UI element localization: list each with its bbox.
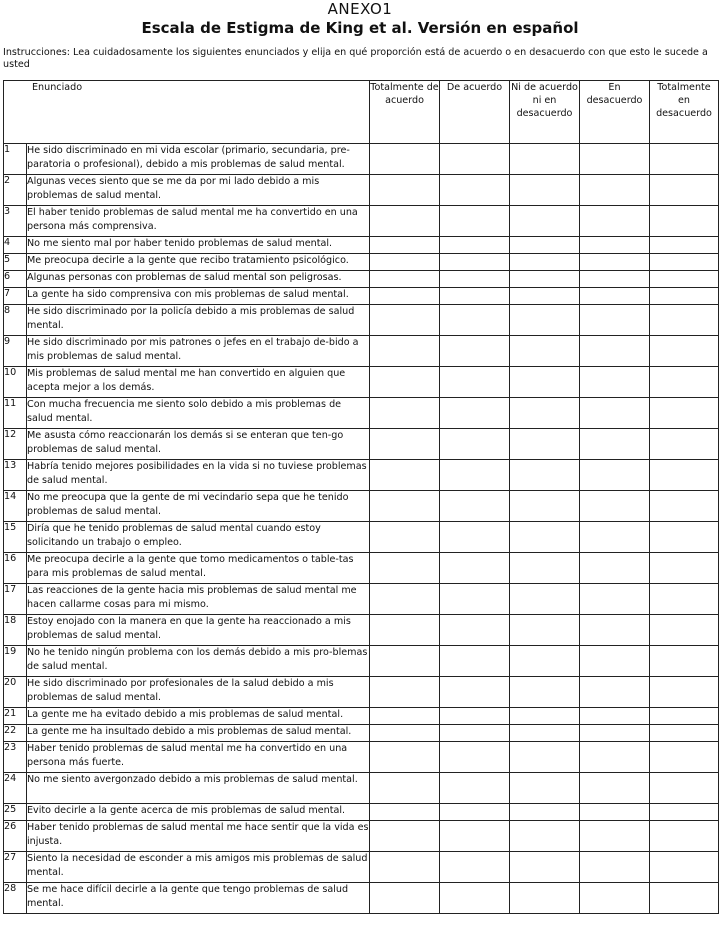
answer-cell-totally-agree[interactable] — [370, 883, 440, 914]
table-row — [4, 773, 719, 804]
answer-cell-disagree[interactable] — [580, 725, 650, 742]
item-statement: He sido discriminado por mis patrones o jefes en el trabajo de-bido a mis problemas de salud mental. — [27, 336, 370, 367]
item-statement: Diría que he tenido problemas de salud mental cuando estoy solicitando un trabajo o empleo. — [27, 522, 370, 553]
item-number: 21 — [4, 708, 27, 725]
table-body — [4, 144, 719, 914]
answer-cell-totally-agree[interactable] — [370, 742, 440, 773]
answer-cell-disagree[interactable] — [580, 237, 650, 254]
item-statement: No he tenido ningún problema con los demás debido a mis pro-blemas de salud mental. — [27, 646, 370, 677]
item-number: 27 — [4, 852, 27, 883]
item-statement: Habría tenido mejores posibilidades en la vida si no tuviese problemas de salud mental. — [27, 460, 370, 491]
answer-cell-neutral[interactable] — [510, 175, 580, 206]
item-number: 22 — [4, 725, 27, 742]
answer-cell-neutral[interactable] — [510, 677, 580, 708]
answer-cell-disagree[interactable] — [580, 821, 650, 852]
answer-cell-totally-agree[interactable] — [370, 271, 440, 288]
item-statement: Algunas veces siento que se me da por mi lado debido a mis problemas de salud mental. — [27, 175, 370, 206]
answer-cell-agree[interactable] — [440, 271, 510, 288]
table-row — [4, 677, 719, 708]
statement-column-header: Enunciado — [4, 81, 370, 144]
answer-cell-totally-disagree[interactable] — [650, 206, 719, 237]
answer-cell-agree[interactable] — [440, 584, 510, 615]
item-statement: El haber tenido problemas de salud mental me ha convertido en una persona más comprensiva. — [27, 206, 370, 237]
item-number: 5 — [4, 254, 27, 271]
item-statement: Se me hace difícil decirle a la gente que tengo problemas de salud mental. — [27, 883, 370, 914]
column-header-agree: De acuerdo — [440, 81, 510, 144]
answer-cell-totally-agree[interactable] — [370, 852, 440, 883]
table-row — [4, 804, 719, 821]
answer-cell-totally-agree[interactable] — [370, 522, 440, 553]
answer-cell-neutral[interactable] — [510, 367, 580, 398]
answer-cell-neutral[interactable] — [510, 398, 580, 429]
answer-cell-agree[interactable] — [440, 491, 510, 522]
answer-cell-agree[interactable] — [440, 522, 510, 553]
table-row — [4, 460, 719, 491]
answer-cell-totally-disagree[interactable] — [650, 175, 719, 206]
answer-cell-neutral[interactable] — [510, 742, 580, 773]
item-statement: Mis problemas de salud mental me han convertido en alguien que acepta mejor a los demás. — [27, 367, 370, 398]
answer-cell-totally-disagree[interactable] — [650, 254, 719, 271]
answer-cell-totally-disagree[interactable] — [650, 677, 719, 708]
item-number: 16 — [4, 553, 27, 584]
answer-cell-disagree[interactable] — [580, 367, 650, 398]
answer-cell-totally-disagree[interactable] — [650, 742, 719, 773]
item-statement: Estoy enojado con la manera en que la gente ha reaccionado a mis problemas de salud mental. — [27, 615, 370, 646]
item-statement: No me preocupa que la gente de mi vecindario sepa que he tenido problemas de salud mental. — [27, 491, 370, 522]
answer-cell-totally-agree[interactable] — [370, 708, 440, 725]
answer-cell-neutral[interactable] — [510, 288, 580, 305]
answer-cell-totally-disagree[interactable] — [650, 708, 719, 725]
item-statement: He sido discriminado en mi vida escolar (primario, secundaria, pre-paratoria o profesional), debido a mis problemas de salud mental. — [27, 144, 370, 175]
answer-cell-agree[interactable] — [440, 677, 510, 708]
item-number: 3 — [4, 206, 27, 237]
answer-cell-disagree[interactable] — [580, 305, 650, 336]
answer-cell-agree[interactable] — [440, 429, 510, 460]
answer-cell-totally-disagree[interactable] — [650, 429, 719, 460]
item-statement: La gente me ha evitado debido a mis problemas de salud mental. — [27, 708, 370, 725]
table-row — [4, 852, 719, 883]
answer-cell-totally-agree[interactable] — [370, 460, 440, 491]
answer-cell-neutral[interactable] — [510, 460, 580, 491]
answer-cell-neutral[interactable] — [510, 553, 580, 584]
answer-cell-agree[interactable] — [440, 852, 510, 883]
item-number: 20 — [4, 677, 27, 708]
item-number: 2 — [4, 175, 27, 206]
item-number: 28 — [4, 883, 27, 914]
item-statement: Me preocupa decirle a la gente que tomo medicamentos o table-tas para mis problemas de salud mental. — [27, 553, 370, 584]
answer-cell-totally-agree[interactable] — [370, 237, 440, 254]
table-row — [4, 144, 719, 175]
table-row — [4, 708, 719, 725]
answer-cell-totally-agree[interactable] — [370, 398, 440, 429]
answer-cell-agree[interactable] — [440, 336, 510, 367]
answer-cell-agree[interactable] — [440, 821, 510, 852]
answer-cell-totally-disagree[interactable] — [650, 144, 719, 175]
answer-cell-totally-disagree[interactable] — [650, 398, 719, 429]
answer-cell-totally-agree[interactable] — [370, 336, 440, 367]
answer-cell-disagree[interactable] — [580, 883, 650, 914]
answer-cell-totally-agree[interactable] — [370, 584, 440, 615]
stigma-scale-table — [3, 80, 719, 914]
column-header-neutral: Ni de acuerdo ni en desacuerdo — [510, 81, 580, 144]
answer-cell-disagree[interactable] — [580, 206, 650, 237]
item-number: 12 — [4, 429, 27, 460]
item-number: 17 — [4, 584, 27, 615]
answer-cell-neutral[interactable] — [510, 821, 580, 852]
table-row — [4, 553, 719, 584]
answer-cell-totally-agree[interactable] — [370, 206, 440, 237]
table-row — [4, 742, 719, 773]
answer-cell-totally-disagree[interactable] — [650, 852, 719, 883]
table-row — [4, 429, 719, 460]
answer-cell-disagree[interactable] — [580, 773, 650, 804]
answer-cell-agree[interactable] — [440, 175, 510, 206]
annex-label: ANEXO1 — [327, 0, 393, 18]
answer-cell-totally-disagree[interactable] — [650, 773, 719, 804]
answer-cell-totally-agree[interactable] — [370, 725, 440, 742]
answer-cell-totally-disagree[interactable] — [650, 288, 719, 305]
item-statement: La gente ha sido comprensiva con mis problemas de salud mental. — [27, 288, 370, 305]
answer-cell-totally-disagree[interactable] — [650, 237, 719, 254]
answer-cell-totally-disagree[interactable] — [650, 271, 719, 288]
answer-cell-neutral[interactable] — [510, 522, 580, 553]
table-row — [4, 821, 719, 852]
item-statement: No me siento mal por haber tenido problemas de salud mental. — [27, 237, 370, 254]
item-statement: No me siento avergonzado debido a mis problemas de salud mental. — [27, 773, 370, 804]
answer-cell-agree[interactable] — [440, 804, 510, 821]
answer-cell-totally-disagree[interactable] — [650, 491, 719, 522]
answer-cell-disagree[interactable] — [580, 271, 650, 288]
answer-cell-totally-agree[interactable] — [370, 821, 440, 852]
answer-cell-disagree[interactable] — [580, 522, 650, 553]
answer-cell-neutral[interactable] — [510, 584, 580, 615]
answer-cell-disagree[interactable] — [580, 491, 650, 522]
item-number: 10 — [4, 367, 27, 398]
answer-cell-neutral[interactable] — [510, 491, 580, 522]
answer-cell-totally-disagree[interactable] — [650, 522, 719, 553]
table-row — [4, 175, 719, 206]
answer-cell-totally-agree[interactable] — [370, 773, 440, 804]
item-statement: He sido discriminado por profesionales de la salud debido a mis problemas de salud mental. — [27, 677, 370, 708]
answer-cell-disagree[interactable] — [580, 742, 650, 773]
table-row — [4, 725, 719, 742]
answer-cell-agree[interactable] — [440, 773, 510, 804]
answer-cell-disagree[interactable] — [580, 708, 650, 725]
answer-cell-disagree[interactable] — [580, 553, 650, 584]
item-number: 9 — [4, 336, 27, 367]
answer-cell-disagree[interactable] — [580, 336, 650, 367]
table-row — [4, 883, 719, 914]
item-number: 23 — [4, 742, 27, 773]
table-row — [4, 305, 719, 336]
answer-cell-disagree[interactable] — [580, 254, 650, 271]
answer-cell-neutral[interactable] — [510, 206, 580, 237]
answer-cell-disagree[interactable] — [580, 852, 650, 883]
item-number: 25 — [4, 804, 27, 821]
table-row — [4, 646, 719, 677]
table-row — [4, 254, 719, 271]
item-statement: Las reacciones de la gente hacia mis problemas de salud mental me hacen callarme cosas para mi mismo. — [27, 584, 370, 615]
answer-cell-neutral[interactable] — [510, 271, 580, 288]
answer-cell-disagree[interactable] — [580, 288, 650, 305]
answer-cell-totally-disagree[interactable] — [650, 646, 719, 677]
table-row — [4, 288, 719, 305]
answer-cell-neutral[interactable] — [510, 646, 580, 677]
item-statement: La gente me ha insultado debido a mis problemas de salud mental. — [27, 725, 370, 742]
answer-cell-disagree[interactable] — [580, 429, 650, 460]
item-number: 7 — [4, 288, 27, 305]
item-statement: Algunas personas con problemas de salud mental son peligrosas. — [27, 271, 370, 288]
answer-cell-neutral[interactable] — [510, 144, 580, 175]
table-row — [4, 367, 719, 398]
answer-cell-agree[interactable] — [440, 305, 510, 336]
answer-cell-disagree[interactable] — [580, 175, 650, 206]
answer-cell-neutral[interactable] — [510, 708, 580, 725]
answer-cell-agree[interactable] — [440, 367, 510, 398]
answer-cell-totally-disagree[interactable] — [650, 821, 719, 852]
table-row — [4, 271, 719, 288]
answer-cell-agree[interactable] — [440, 254, 510, 271]
answer-cell-totally-agree[interactable] — [370, 367, 440, 398]
answer-cell-agree[interactable] — [440, 708, 510, 725]
answer-cell-agree[interactable] — [440, 615, 510, 646]
item-statement: Con mucha frecuencia me siento solo debido a mis problemas de salud mental. — [27, 398, 370, 429]
answer-cell-totally-disagree[interactable] — [650, 883, 719, 914]
table-row — [4, 237, 719, 254]
table-row — [4, 522, 719, 553]
item-number: 13 — [4, 460, 27, 491]
answer-cell-neutral[interactable] — [510, 804, 580, 821]
answer-cell-disagree[interactable] — [580, 804, 650, 821]
item-number: 11 — [4, 398, 27, 429]
answer-cell-agree[interactable] — [440, 725, 510, 742]
answer-cell-agree[interactable] — [440, 237, 510, 254]
answer-cell-agree[interactable] — [440, 742, 510, 773]
item-number: 19 — [4, 646, 27, 677]
answer-cell-agree[interactable] — [440, 883, 510, 914]
answer-cell-neutral[interactable] — [510, 725, 580, 742]
answer-cell-neutral[interactable] — [510, 883, 580, 914]
item-number: 6 — [4, 271, 27, 288]
item-number: 18 — [4, 615, 27, 646]
answer-cell-neutral[interactable] — [510, 254, 580, 271]
answer-cell-neutral[interactable] — [510, 305, 580, 336]
item-number: 26 — [4, 821, 27, 852]
answer-cell-disagree[interactable] — [580, 398, 650, 429]
column-header-disagree: En desacuerdo — [580, 81, 650, 144]
item-number: 1 — [4, 144, 27, 175]
answer-cell-neutral[interactable] — [510, 852, 580, 883]
answer-cell-disagree[interactable] — [580, 144, 650, 175]
item-statement: He sido discriminado por la policía debido a mis problemas de salud mental. — [27, 305, 370, 336]
table-row — [4, 398, 719, 429]
answer-cell-totally-agree[interactable] — [370, 677, 440, 708]
table-row — [4, 336, 719, 367]
answer-cell-disagree[interactable] — [580, 584, 650, 615]
answer-cell-totally-agree[interactable] — [370, 144, 440, 175]
table-row — [4, 615, 719, 646]
answer-cell-totally-agree[interactable] — [370, 288, 440, 305]
answer-cell-totally-disagree[interactable] — [650, 725, 719, 742]
answer-cell-disagree[interactable] — [580, 615, 650, 646]
item-number: 15 — [4, 522, 27, 553]
item-statement: Haber tenido problemas de salud mental me ha convertido en una persona más fuerte. — [27, 742, 370, 773]
answer-cell-totally-disagree[interactable] — [650, 460, 719, 491]
answer-cell-disagree[interactable] — [580, 460, 650, 491]
table-row — [4, 584, 719, 615]
item-number: 8 — [4, 305, 27, 336]
column-header-totally-disagree: Totalmente en desacuerdo — [650, 81, 719, 144]
answer-cell-agree[interactable] — [440, 646, 510, 677]
answer-cell-totally-agree[interactable] — [370, 804, 440, 821]
answer-cell-neutral[interactable] — [510, 237, 580, 254]
answer-cell-agree[interactable] — [440, 288, 510, 305]
answer-cell-totally-agree[interactable] — [370, 553, 440, 584]
answer-cell-totally-disagree[interactable] — [650, 553, 719, 584]
column-header-totally-agree: Totalmente de acuerdo — [370, 81, 440, 144]
instructions-text: Instrucciones: Lea cuidadosamente los siguientes enunciados y elija en qué proporción está de acuerdo o en desacuerdo con que esto le sucede a usted — [3, 47, 708, 70]
page-title: Escala de Estigma de King et al. Versión en español — [141, 19, 579, 37]
answer-cell-totally-agree[interactable] — [370, 615, 440, 646]
table-row — [4, 491, 719, 522]
answer-cell-totally-disagree[interactable] — [650, 367, 719, 398]
item-statement: Me preocupa decirle a la gente que recibo tratamiento psicológico. — [27, 254, 370, 271]
answer-cell-totally-disagree[interactable] — [650, 804, 719, 821]
answer-cell-agree[interactable] — [440, 206, 510, 237]
item-number: 24 — [4, 773, 27, 804]
item-statement: Siento la necesidad de esconder a mis amigos mis problemas de salud mental. — [27, 852, 370, 883]
answer-cell-totally-agree[interactable] — [370, 646, 440, 677]
answer-cell-neutral[interactable] — [510, 429, 580, 460]
table-header-row — [4, 81, 719, 144]
answer-cell-disagree[interactable] — [580, 646, 650, 677]
answer-cell-totally-agree[interactable] — [370, 491, 440, 522]
answer-cell-agree[interactable] — [440, 144, 510, 175]
answer-cell-totally-disagree[interactable] — [650, 305, 719, 336]
answer-cell-totally-disagree[interactable] — [650, 336, 719, 367]
answer-cell-totally-agree[interactable] — [370, 175, 440, 206]
table-row — [4, 206, 719, 237]
answer-cell-neutral[interactable] — [510, 336, 580, 367]
answer-cell-neutral[interactable] — [510, 615, 580, 646]
item-number: 14 — [4, 491, 27, 522]
answer-cell-totally-disagree[interactable] — [650, 615, 719, 646]
answer-cell-agree[interactable] — [440, 553, 510, 584]
answer-cell-totally-agree[interactable] — [370, 254, 440, 271]
item-statement: Haber tenido problemas de salud mental me hace sentir que la vida es injusta. — [27, 821, 370, 852]
answer-cell-neutral[interactable] — [510, 773, 580, 804]
answer-cell-totally-agree[interactable] — [370, 429, 440, 460]
answer-cell-totally-agree[interactable] — [370, 305, 440, 336]
answer-cell-agree[interactable] — [440, 460, 510, 491]
item-statement: Me asusta cómo reaccionarán los demás si se enteran que ten-go problemas de salud mental. — [27, 429, 370, 460]
answer-cell-disagree[interactable] — [580, 677, 650, 708]
answer-cell-totally-disagree[interactable] — [650, 584, 719, 615]
answer-cell-agree[interactable] — [440, 398, 510, 429]
item-statement: Evito decirle a la gente acerca de mis problemas de salud mental. — [27, 804, 370, 821]
item-number: 4 — [4, 237, 27, 254]
